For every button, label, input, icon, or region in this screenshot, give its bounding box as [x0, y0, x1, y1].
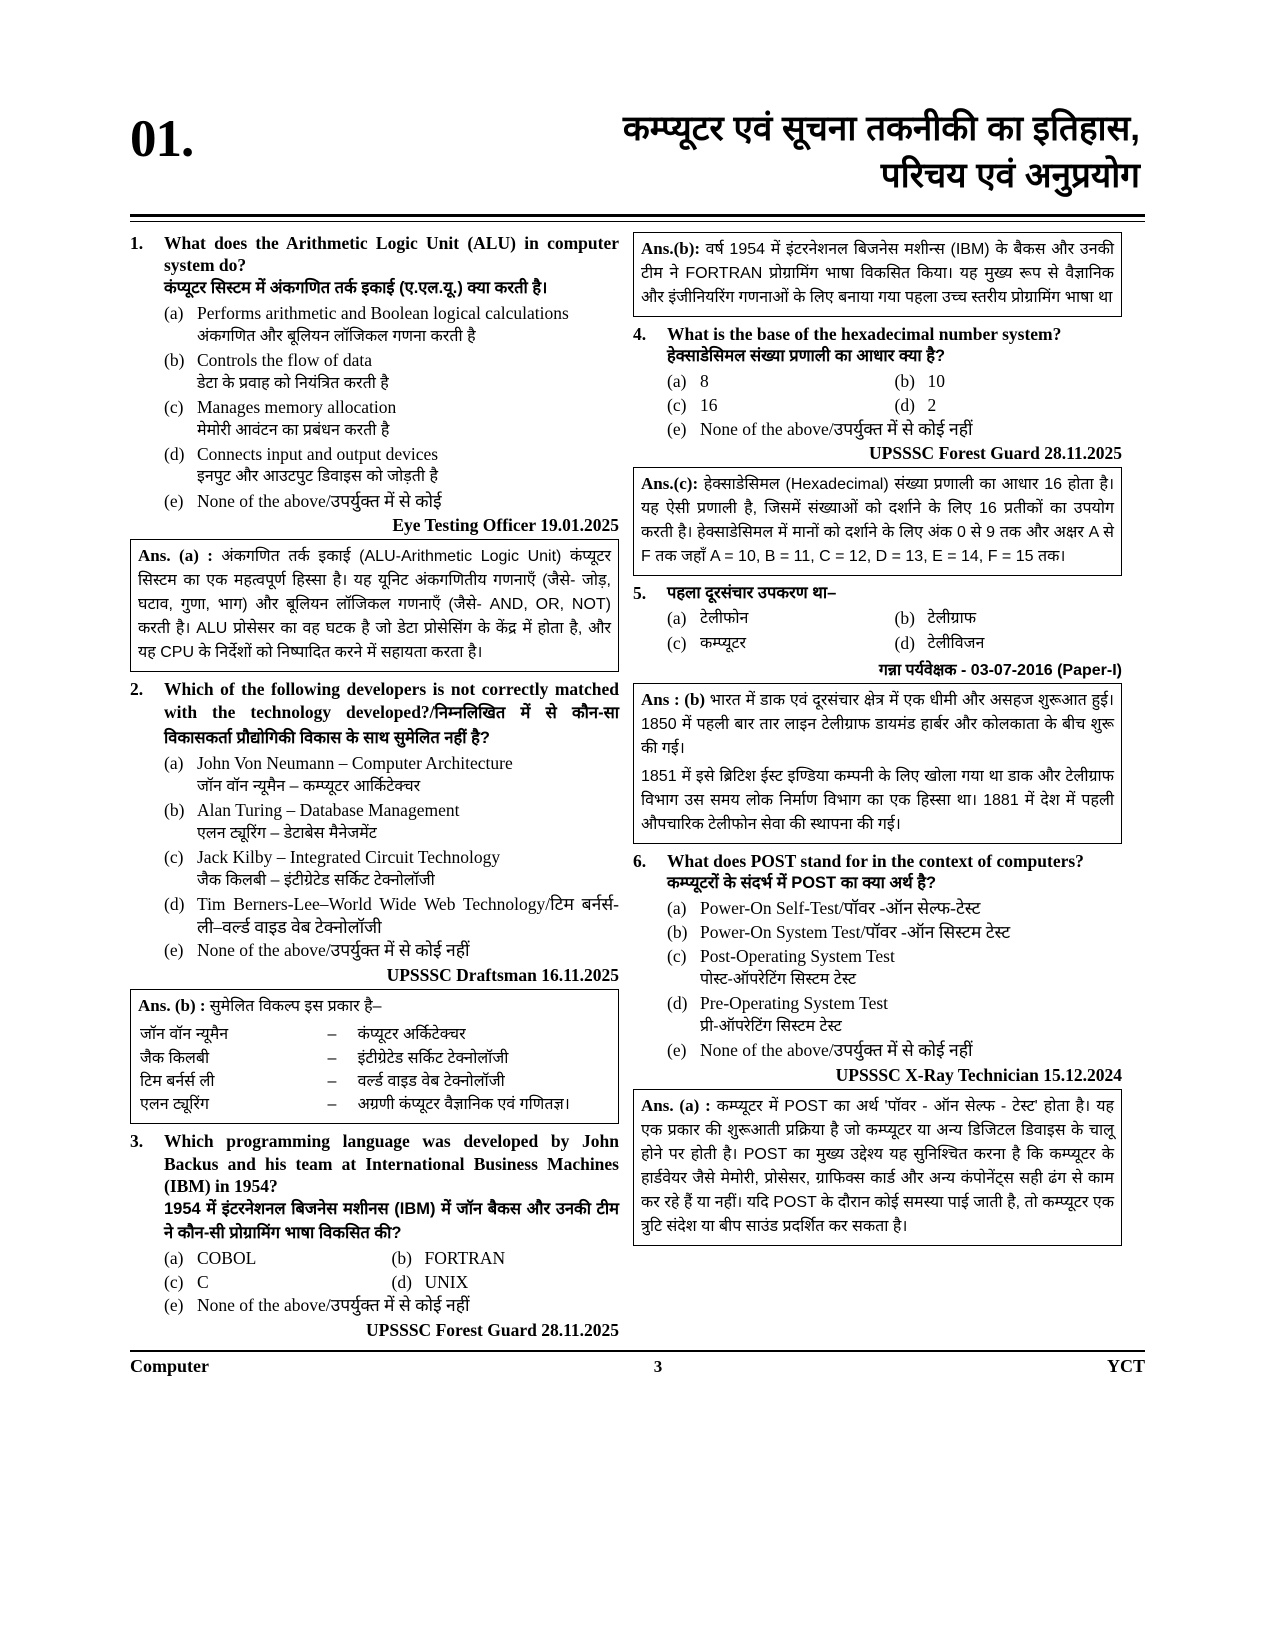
- match-dash: –: [327, 1026, 337, 1044]
- question-source: UPSSSC Forest Guard 28.11.2025: [869, 443, 1122, 464]
- header-divider: [130, 214, 1145, 222]
- question-text-hi: कंप्यूटर सिस्टम में अंकगणित तर्क इकाई (ए.एल.यू.) क्या करती है।: [164, 279, 548, 297]
- option-a[interactable]: [667, 897, 1122, 920]
- footer-left: Computer: [130, 1356, 209, 1377]
- option-label: (e): [667, 418, 687, 439]
- option-text-en: Jack Kilby – Integrated Circuit Technology: [197, 846, 501, 867]
- question-source: UPSSSC Draftsman 16.11.2025: [386, 965, 619, 986]
- question-text-en: [164, 678, 619, 751]
- options-list: [667, 370, 1122, 441]
- option-b[interactable]: [667, 921, 1122, 944]
- option-label: (b): [164, 799, 185, 820]
- question-body: [164, 232, 619, 514]
- option-label: (a): [667, 371, 687, 392]
- question-source: Eye Testing Officer 19.01.2025: [392, 515, 619, 536]
- option-text: टेलीग्राफ: [927, 610, 977, 628]
- option-c[interactable]: [164, 846, 619, 892]
- answer-text: कम्प्यूटर में POST का अर्थ 'पॉवर - ऑन सेल्फ - टेस्ट' होता है। यह एक प्रकार की शुरूआती प्रक्रिया है जो कम्प्यूटर या अन्य डिजिटल डिवाइस के चालू होने पर होती है। POST का मुख्य उद्देश्य यह सुनिश्चित करना है कि कम्प्यूटर के हार्डवेयर जैसे मेमोरी, प्रोसेसर, ग्राफिक्स कार्ड और अन्य कंपोनेंट्स सही ढंग से काम कर रहे हैं या नहीं। यदि POST के दौरान कोई समस्या पाई जाती है, तो कम्प्यूटर एक त्रुटि संदेश या बीप साउंड प्रदर्शित कर सकता है।: [641, 1097, 1114, 1235]
- answer-box-4: [633, 467, 1122, 576]
- answer-label: Ans : (b): [641, 689, 706, 709]
- option-c[interactable]: [667, 945, 1122, 991]
- answer-text: सुमेलित विकल्प इस प्रकार है–: [209, 998, 382, 1016]
- question-2: [130, 678, 619, 963]
- option-b[interactable]: [164, 799, 619, 845]
- chapter-number: 01.: [130, 110, 194, 168]
- option-text: Power-On Self-Test/पॉवर -ऑन सेल्फ-टेस्ट: [700, 898, 981, 919]
- option-label: (e): [164, 490, 184, 511]
- option-text-hi: अंकगणित और बूलियन लॉजिकल गणना करती है: [197, 327, 476, 345]
- option-b[interactable]: [895, 370, 1123, 393]
- option-text-hi: जॉन वॉन न्यूमैन – कम्प्यूटर आर्किटेक्चर: [197, 777, 421, 795]
- table-row: [138, 1093, 611, 1116]
- option-label: (b): [164, 349, 185, 370]
- match-right: अग्रणी कंप्यूटर वैज्ञानिक एवं गणितज्ञ।: [357, 1096, 570, 1114]
- question-source: UPSSSC Forest Guard 28.11.2025: [366, 1320, 619, 1341]
- match-left: जैक किलबी: [140, 1049, 210, 1067]
- option-text: Power-On System Test/पॉवर -ऑन सिस्टम टेस्ट: [700, 922, 1011, 943]
- option-text: Tim Berners-Lee–World Wide Web Technology/टिम बर्नर्स-ली–वर्ल्ड वाइड वेब टेक्नोलॉजी: [197, 893, 619, 937]
- option-text-hi: मेमोरी आवंटन का प्रबंधन करती है: [197, 421, 390, 439]
- option-text-en: Pre-Operating System Test: [700, 992, 889, 1013]
- answer-text: हेक्साडेसिमल (Hexadecimal) संख्या प्रणाली का आधार 16 होता है। यह ऐसी प्रणाली है, जिसमें संख्याओं को दर्शाने के लिए 16 प्रतीकों का उपयोग करती है। हेक्साडेसिमल में मानों को दर्शाने के लिए अंक 0 से 9 तक और अक्षर A से F तक जहाँ A = 10, B = 11, C = 12, D = 13, E = 14, F = 15 तक।: [641, 476, 1115, 566]
- option-text: [197, 799, 619, 845]
- option-text-en: Post-Operating System Test: [700, 945, 895, 966]
- question-number: 5.: [633, 583, 647, 604]
- question-5: [633, 582, 1122, 655]
- question-3: [130, 1130, 619, 1318]
- option-text: [197, 302, 619, 348]
- option-d[interactable]: [895, 394, 1123, 417]
- option-text: None of the above/उपर्युक्त में से कोई नहीं: [700, 1039, 973, 1060]
- option-text: C: [197, 1271, 209, 1292]
- option-label: (c): [164, 1271, 184, 1292]
- option-b[interactable]: [164, 349, 619, 395]
- option-text: टेलीफोन: [700, 610, 749, 628]
- question-text-en-inner: Which of the following developers is not correctly matched with the technology developed?/: [164, 679, 619, 723]
- question-body: [667, 850, 1122, 1063]
- chapter-title: [223, 105, 1145, 200]
- option-text-en: Alan Turing – Database Management: [197, 799, 460, 820]
- question-number: 3.: [130, 1130, 144, 1151]
- match-right: इंटीग्रेटेड सर्किट टेक्नोलॉजी: [357, 1049, 509, 1067]
- option-label: (a): [164, 302, 184, 323]
- option-e[interactable]: [164, 490, 619, 513]
- option-a[interactable]: [164, 1247, 392, 1270]
- option-text-hi: डेटा के प्रवाह को नियंत्रित करती है: [197, 374, 389, 392]
- option-text: [197, 349, 619, 395]
- question-number: 2.: [130, 679, 144, 700]
- option-text-hi: पोस्ट-ऑपरेटिंग सिस्टम टेस्ट: [700, 970, 857, 988]
- answer-box-1: [130, 539, 619, 672]
- question-text-hi: हेक्साडेसिमल संख्या प्रणाली का आधार क्या है?: [667, 347, 946, 366]
- option-d[interactable]: [667, 992, 1122, 1038]
- option-a[interactable]: [164, 752, 619, 798]
- option-label: (c): [667, 632, 687, 653]
- option-text-hi: इनपुट और आउटपुट डिवाइस को जोड़ती है: [197, 468, 438, 486]
- content-columns: [130, 232, 1145, 1345]
- match-right: वर्ल्ड वाइड वेब टेक्नोलॉजी: [357, 1072, 505, 1090]
- answer-box-3: [633, 232, 1122, 317]
- table-row: [138, 1070, 611, 1093]
- option-text-en: Connects input and output devices: [197, 443, 439, 464]
- question-body: [164, 1130, 619, 1318]
- option-label: (b): [667, 922, 688, 943]
- option-text: None of the above/उपर्युक्त में से कोई: [197, 490, 442, 511]
- options-list: [164, 1247, 619, 1318]
- option-c[interactable]: [164, 396, 619, 442]
- option-text: COBOL: [197, 1247, 257, 1268]
- option-text-hi: एलन ट्यूरिंग – डेटाबेस मैनेजमेंट: [197, 824, 377, 842]
- page-footer: [130, 1352, 1145, 1377]
- answer-box-6: [633, 1089, 1122, 1246]
- match-dash: –: [327, 1072, 337, 1090]
- question-number: 1.: [130, 232, 144, 253]
- option-text: [197, 752, 619, 798]
- question-body: [164, 678, 619, 963]
- match-right: कंप्यूटर अर्किटेक्चर: [357, 1026, 466, 1044]
- option-d[interactable]: [164, 443, 619, 489]
- option-text: 16: [700, 394, 718, 415]
- option-text-en: Manages memory allocation: [197, 396, 397, 417]
- option-label: (d): [667, 992, 688, 1013]
- option-label: (d): [894, 632, 915, 653]
- question-source: गन्ना पर्यवेक्षक - 03-07-2016 (Paper-I): [878, 661, 1122, 679]
- answer-label: Ans. (a) :: [138, 546, 213, 566]
- table-row: [138, 1023, 611, 1046]
- option-text: [197, 443, 619, 489]
- question-body: [667, 323, 1122, 442]
- option-label: (e): [164, 940, 184, 961]
- match-left: जॉन वॉन न्यूमैन: [140, 1026, 229, 1044]
- option-c[interactable]: [164, 1271, 392, 1294]
- chapter-title-line1: कम्प्यूटर एवं सूचना तकनीकी का इतिहास,: [622, 109, 1140, 148]
- answer-text-2: 1851 में इसे ब्रिटिश ईस्ट इण्डिया कम्पनी के लिए खोला गया था डाक और टेलीग्राफ विभाग उस समय लोक निर्माण विभाग का एक हिस्सा था। 1881 में देश में पहली औपचारिक टेलीफोन सेवा की स्थापना की गई।: [641, 767, 1114, 833]
- option-text: कम्प्यूटर: [700, 634, 747, 652]
- option-label: (d): [164, 443, 185, 464]
- question-text-en: What is the base of the hexadecimal number system?: [667, 323, 1062, 344]
- option-label: (c): [667, 945, 687, 966]
- option-label: (c): [164, 846, 184, 867]
- options-list: [164, 752, 619, 962]
- question-number: 4.: [633, 323, 647, 344]
- option-text-hi: प्री-ऑपरेटिंग सिस्टम टेस्ट: [700, 1017, 842, 1035]
- option-label: (b): [391, 1247, 412, 1268]
- option-text: [197, 846, 619, 892]
- option-label: (c): [164, 396, 184, 417]
- option-text: None of the above/उपर्युक्त में से कोई नहीं: [700, 418, 973, 439]
- answer-text: भारत में डाक एवं दूरसंचार क्षेत्र में एक धीमी और असहज शुरूआत हुई। 1850 में पहली बार तार लाइन टेलीग्राफ डायमंड हार्बर और कोलकाता के बीच शुरू की गई।: [641, 691, 1114, 757]
- options-list: [164, 302, 619, 513]
- option-label: (e): [164, 1295, 184, 1316]
- question-body: [667, 582, 1122, 655]
- left-column: [130, 232, 619, 1345]
- question-text-hi: 1954 में इंटरनेशनल बिजनेस मशीनस (IBM) में जॉन बैकस और उनकी टीम ने कौन-सी प्रोग्रामिंग भाषा विकसित की?: [164, 1200, 619, 1242]
- answer-box-5: [633, 683, 1122, 844]
- option-b[interactable]: [895, 607, 1123, 630]
- answer-label: Ans. (b) :: [138, 996, 206, 1016]
- option-text: UNIX: [424, 1271, 469, 1292]
- option-text-hi: जैक किलबी – इंटीग्रेटेड सर्किट टेक्नोलॉजी: [197, 871, 435, 889]
- chapter-title-line2: परिचय एवं अनुप्रयोग: [880, 156, 1140, 196]
- option-d[interactable]: [392, 1271, 620, 1294]
- option-a[interactable]: [667, 370, 895, 393]
- option-label: (a): [164, 1247, 184, 1268]
- question-source: UPSSSC X-Ray Technician 15.12.2024: [835, 1064, 1122, 1085]
- option-e[interactable]: [164, 1294, 619, 1317]
- answer-label: Ans.(b):: [641, 238, 701, 258]
- option-label: (d): [894, 394, 915, 415]
- option-label: (b): [894, 608, 915, 629]
- question-text-hi: पहला दूरसंचार उपकरण था–: [667, 584, 837, 603]
- option-text: None of the above/उपर्युक्त में से कोई नहीं: [197, 1295, 470, 1316]
- option-text: None of the above/उपर्युक्त में से कोई नहीं: [197, 940, 470, 961]
- option-d[interactable]: [164, 893, 619, 939]
- question-text-hi: निम्नलिखित में से कौन-सा विकासकर्ता प्रौद्योगिकी विकास के साथ सुमेलित नहीं है?: [164, 704, 619, 748]
- option-label: (d): [391, 1271, 412, 1292]
- option-text: [700, 992, 1122, 1038]
- option-label: (a): [667, 608, 687, 629]
- option-label: (c): [667, 394, 687, 415]
- option-text-en: John Von Neumann – Computer Architecture: [197, 753, 513, 774]
- option-c[interactable]: [667, 632, 895, 655]
- option-text: [700, 945, 1122, 991]
- options-list: [667, 897, 1122, 1061]
- option-a[interactable]: [667, 607, 895, 630]
- option-label: (a): [164, 753, 184, 774]
- table-row: [138, 1047, 611, 1070]
- match-dash: –: [327, 1049, 337, 1067]
- question-text-en: What does the Arithmetic Logic Unit (ALU) in computer system do?: [164, 232, 619, 276]
- option-c[interactable]: [667, 394, 895, 417]
- answer-text: वर्ष 1954 में इंटरनेशनल बिजनेस मशीन्स (IBM) के बैकस और उनकी टीम ने FORTRAN प्रोग्रामिंग भाषा विकसित किया। यह मुख्य रूप से वैज्ञानिक और इंजीनियरिंग गणनाओं के लिए बनाया गया पहला उच्च स्तरीय प्रोग्रामिंग भाषा था: [641, 240, 1115, 306]
- right-column: [633, 232, 1122, 1345]
- options-list: [667, 607, 1122, 655]
- answer-box-2: [130, 989, 619, 1124]
- option-label: (b): [894, 371, 915, 392]
- match-left: टिम बर्नर्स ली: [140, 1072, 215, 1090]
- answer-text: अंकगणित तर्क इकाई (ALU-Arithmetic Logic Unit) कंप्यूटर सिस्टम का एक महत्वपूर्ण हिस्सा है। यह यूनिट अंकगणितीय गणनाएँ (जैसे- जोड़, घटाव, गुणा, भाग) और बूलियन लॉजिकल गणनाएँ (जैसे- AND, OR, NOT) करती है। ALU प्रोसेसर का वह घटक है जो डेटा प्रोसेसिंग के केंद्र में होता है, और यह CPU के निर्देशों को निष्पादित करने में सहायता करता है।: [138, 548, 611, 662]
- question-4: [633, 323, 1122, 442]
- option-label: (a): [667, 898, 687, 919]
- answer-label: Ans.(c):: [641, 474, 699, 494]
- option-text-en: Controls the flow of data: [197, 349, 372, 370]
- option-d[interactable]: [895, 632, 1123, 655]
- question-text-hi: कम्प्यूटरों के संदर्भ में POST का क्या अर्थ है?: [667, 874, 937, 893]
- option-text: 8: [700, 371, 709, 392]
- option-text-en: Performs arithmetic and Boolean logical calculations: [197, 302, 569, 323]
- option-text: 10: [927, 371, 945, 392]
- option-e[interactable]: [667, 418, 1122, 441]
- question-6: [633, 850, 1122, 1063]
- question-1: [130, 232, 619, 514]
- option-e[interactable]: [667, 1039, 1122, 1062]
- option-text: 2: [927, 394, 937, 415]
- chapter-header: [130, 105, 1145, 200]
- option-label: (e): [667, 1039, 687, 1060]
- question-number: 6.: [633, 850, 647, 871]
- option-label: (d): [164, 893, 185, 914]
- option-a[interactable]: [164, 302, 619, 348]
- option-b[interactable]: [392, 1247, 620, 1270]
- option-e[interactable]: [164, 939, 619, 962]
- question-text-en: Which programming language was developed by John Backus and his team at International Business Machines (IBM) in 1954?: [164, 1130, 619, 1197]
- footer-right: YCT: [1106, 1356, 1145, 1377]
- page-number: 3: [653, 1356, 663, 1376]
- match-table: [138, 1023, 611, 1117]
- option-text: टेलीविजन: [927, 634, 985, 652]
- answer-label: Ans. (a) :: [641, 1095, 711, 1115]
- match-dash: –: [327, 1096, 337, 1114]
- match-left: एलन ट्यूरिंग: [140, 1096, 209, 1114]
- option-text: FORTRAN: [424, 1247, 506, 1268]
- option-text: [197, 396, 619, 442]
- question-text-en: What does POST stand for in the context of computers?: [667, 850, 1084, 871]
